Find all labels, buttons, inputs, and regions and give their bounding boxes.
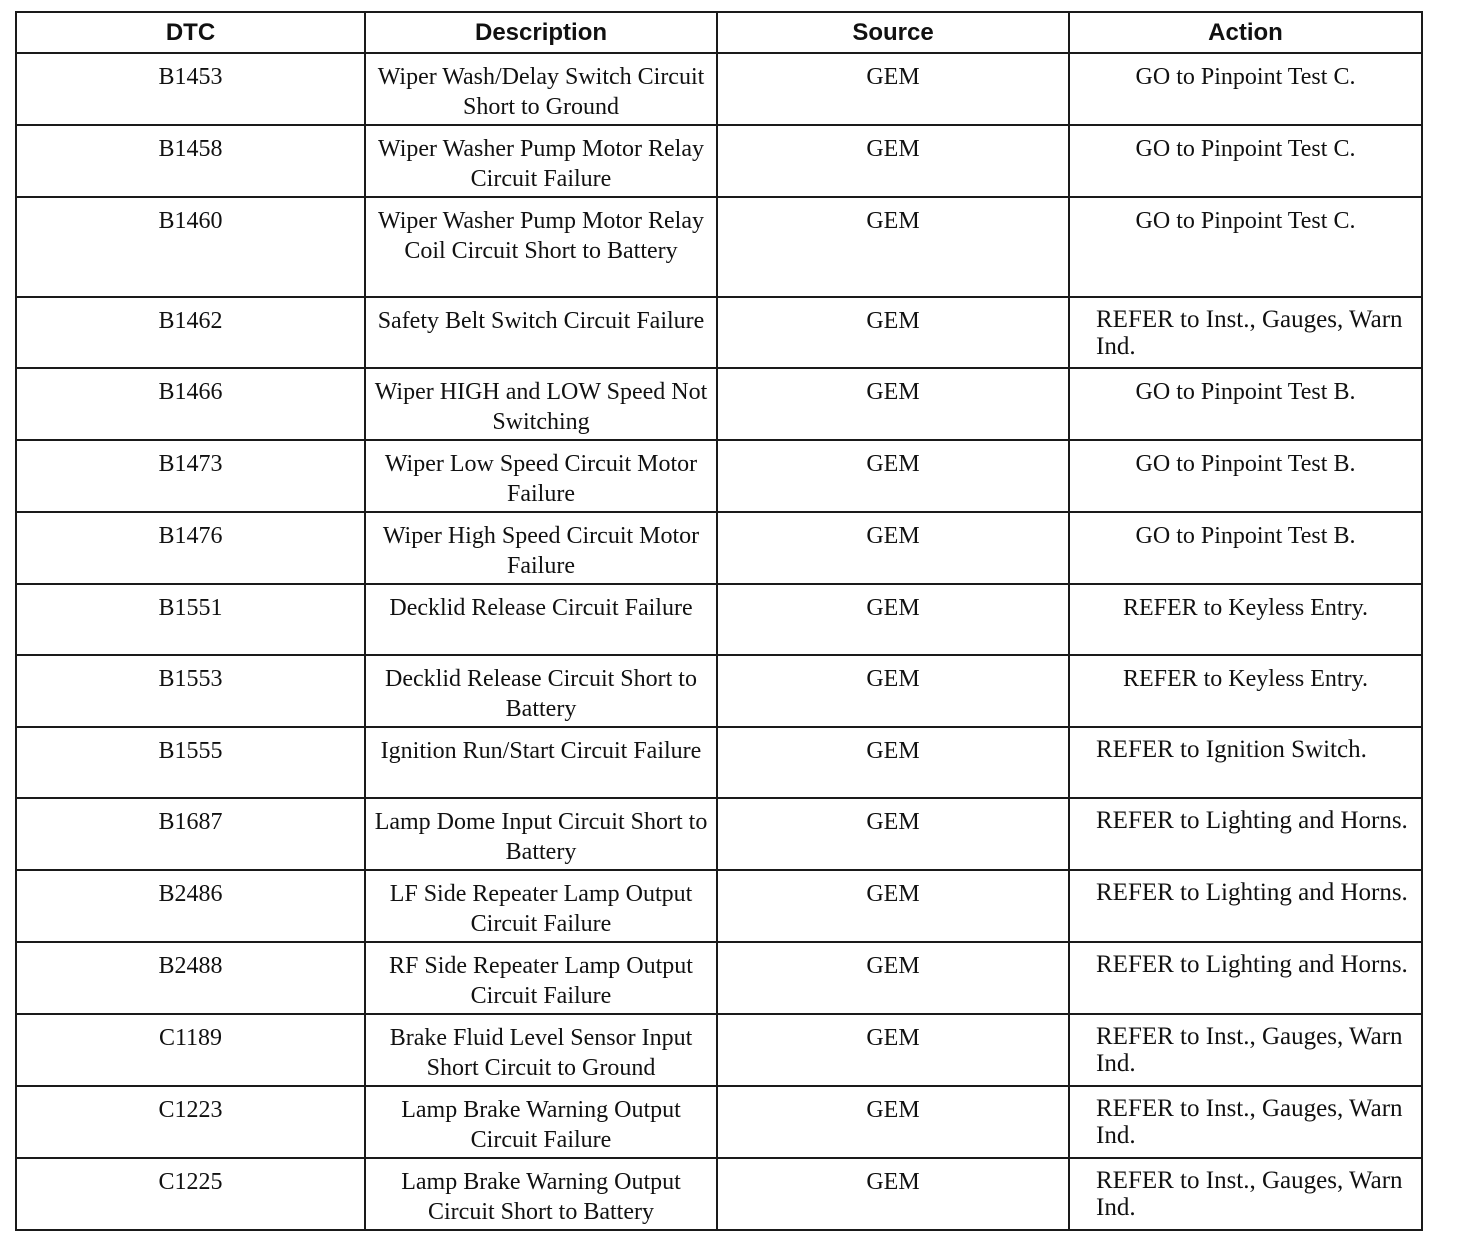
table-row: [16, 942, 1422, 1014]
source-cell: GEM: [717, 1158, 1069, 1230]
table-row: [16, 1014, 1422, 1086]
dtc-code: B1458: [16, 125, 365, 197]
dtc-code: B1460: [16, 197, 365, 297]
table-row: [16, 798, 1422, 870]
action-cell: GO to Pinpoint Test B.: [1069, 440, 1422, 512]
source-cell: GEM: [717, 297, 1069, 368]
source-cell: GEM: [717, 584, 1069, 655]
dtc-table: [15, 11, 1423, 1231]
table-row: [16, 297, 1422, 368]
action-cell: REFER to Ignition Switch.: [1069, 727, 1422, 798]
description-cell: Wiper Wash/Delay Switch Circuit Short to Ground: [365, 53, 717, 125]
description-cell: Wiper Washer Pump Motor Relay Circuit Failure: [365, 125, 717, 197]
source-cell: GEM: [717, 197, 1069, 297]
description-cell: RF Side Repeater Lamp Output Circuit Failure: [365, 942, 717, 1014]
source-cell: GEM: [717, 942, 1069, 1014]
source-cell: GEM: [717, 440, 1069, 512]
description-cell: Lamp Dome Input Circuit Short to Battery: [365, 798, 717, 870]
table-row: [16, 584, 1422, 655]
description-cell: Wiper Low Speed Circuit Motor Failure: [365, 440, 717, 512]
table-row: [16, 440, 1422, 512]
dtc-code: B1555: [16, 727, 365, 798]
table-row: [16, 368, 1422, 440]
dtc-code: B2486: [16, 870, 365, 942]
description-cell: Brake Fluid Level Sensor Input Short Circuit to Ground: [365, 1014, 717, 1086]
description-cell: Wiper HIGH and LOW Speed Not Switching: [365, 368, 717, 440]
source-cell: GEM: [717, 125, 1069, 197]
description-cell: Wiper High Speed Circuit Motor Failure: [365, 512, 717, 584]
dtc-code: C1225: [16, 1158, 365, 1230]
source-cell: GEM: [717, 655, 1069, 727]
table-row: [16, 512, 1422, 584]
dtc-code: B1553: [16, 655, 365, 727]
table-row: [16, 125, 1422, 197]
dtc-code: C1223: [16, 1086, 365, 1158]
dtc-code: B1476: [16, 512, 365, 584]
source-cell: GEM: [717, 53, 1069, 125]
table-row: [16, 53, 1422, 125]
dtc-code: B1687: [16, 798, 365, 870]
description-cell: LF Side Repeater Lamp Output Circuit Failure: [365, 870, 717, 942]
dtc-code: B2488: [16, 942, 365, 1014]
source-cell: GEM: [717, 870, 1069, 942]
source-cell: GEM: [717, 1086, 1069, 1158]
table-row: [16, 727, 1422, 798]
source-cell: GEM: [717, 368, 1069, 440]
header-action: Action: [1069, 12, 1422, 53]
dtc-code: B1466: [16, 368, 365, 440]
action-cell: GO to Pinpoint Test C.: [1069, 53, 1422, 125]
dtc-code: B1551: [16, 584, 365, 655]
dtc-code: C1189: [16, 1014, 365, 1086]
description-cell: Ignition Run/Start Circuit Failure: [365, 727, 717, 798]
table-row: [16, 1158, 1422, 1230]
table-row: [16, 655, 1422, 727]
action-cell: REFER to Inst., Gauges, Warn Ind.: [1069, 1086, 1422, 1158]
description-cell: Decklid Release Circuit Failure: [365, 584, 717, 655]
source-cell: GEM: [717, 512, 1069, 584]
description-cell: Decklid Release Circuit Short to Battery: [365, 655, 717, 727]
action-cell: REFER to Inst., Gauges, Warn Ind.: [1069, 1158, 1422, 1230]
source-cell: GEM: [717, 727, 1069, 798]
action-cell: REFER to Lighting and Horns.: [1069, 870, 1422, 942]
action-cell: REFER to Keyless Entry.: [1069, 655, 1422, 727]
dtc-code: B1473: [16, 440, 365, 512]
description-cell: Lamp Brake Warning Output Circuit Short to Battery: [365, 1158, 717, 1230]
description-cell: Lamp Brake Warning Output Circuit Failure: [365, 1086, 717, 1158]
dtc-code: B1462: [16, 297, 365, 368]
source-cell: GEM: [717, 798, 1069, 870]
action-cell: GO to Pinpoint Test B.: [1069, 512, 1422, 584]
action-cell: REFER to Lighting and Horns.: [1069, 942, 1422, 1014]
action-cell: REFER to Inst., Gauges, Warn Ind.: [1069, 297, 1422, 368]
action-cell: GO to Pinpoint Test C.: [1069, 197, 1422, 297]
action-cell: REFER to Lighting and Horns.: [1069, 798, 1422, 870]
description-cell: Safety Belt Switch Circuit Failure: [365, 297, 717, 368]
action-cell: GO to Pinpoint Test C.: [1069, 125, 1422, 197]
table-row: [16, 1086, 1422, 1158]
action-cell: GO to Pinpoint Test B.: [1069, 368, 1422, 440]
dtc-code: B1453: [16, 53, 365, 125]
header-description: Description: [365, 12, 717, 53]
header-source: Source: [717, 12, 1069, 53]
source-cell: GEM: [717, 1014, 1069, 1086]
header-row: [16, 12, 1422, 53]
table-row: [16, 870, 1422, 942]
action-cell: REFER to Inst., Gauges, Warn Ind.: [1069, 1014, 1422, 1086]
description-cell: Wiper Washer Pump Motor Relay Coil Circuit Short to Battery: [365, 197, 717, 297]
action-cell: REFER to Keyless Entry.: [1069, 584, 1422, 655]
header-dtc: DTC: [16, 12, 365, 53]
table-row: [16, 197, 1422, 297]
